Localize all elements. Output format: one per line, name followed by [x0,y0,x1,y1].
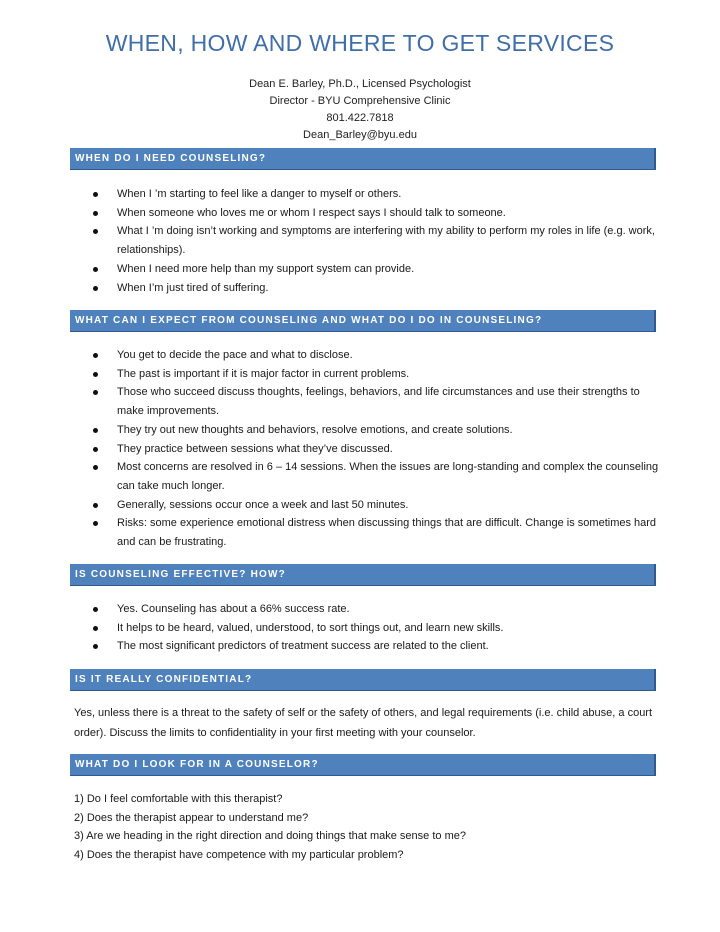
list-item: Most concerns are resolved in 6 – 14 sessions. When the issues are long-standing and complex the counseling can take much longer. [90,458,660,495]
section-heading-effective: IS COUNSELING EFFECTIVE? HOW? [70,564,656,586]
confidentiality-text: Yes, unless there is a threat to the safety of self or the safety of others, and legal requirements (i.e. child abuse, a court order). Discuss the limits to confidentiality in your first meeting with your counselor. [74,707,653,739]
list-item: The most significant predictors of treatment success are related to the client. [90,637,660,656]
section-list-effective [90,600,660,656]
contact-role: Director - BYU Comprehensive Clinic [269,95,451,107]
section-heading-expect: WHAT CAN I EXPECT FROM COUNSELING AND WHAT DO I DO IN COUNSELING? [70,310,656,332]
section-list-expect [90,346,660,552]
list-item: What I ’m doing isn’t working and symptoms are interfering with my ability to perform my roles in life (e.g. work, relationships). [90,222,660,259]
list-item: When I’m just tired of suffering. [90,279,660,298]
question-item: 1) Do I feel comfortable with this therapist? [74,793,283,805]
list-item: Risks: some experience emotional distress when discussing things that are difficult. Change is sometimes hard and can be frustrating. [90,514,660,551]
list-item: It helps to be heard, valued, understood, to sort things out, and learn new skills. [90,619,660,638]
contact-email: Dean_Barley@byu.edu [303,129,417,141]
contact-block [0,76,720,144]
list-item: Those who succeed discuss thoughts, feelings, behaviors, and life circumstances and use their strengths to make improvements. [90,383,660,420]
contact-name: Dean E. Barley, Ph.D., Licensed Psychologist [249,78,471,90]
list-item: They practice between sessions what they’ve discussed. [90,440,660,459]
section-list-counselor [74,790,654,865]
page-title: WHEN, HOW AND WHERE TO GET SERVICES [105,30,615,56]
question-item: 2) Does the therapist appear to understand me? [74,811,309,824]
list-item: You get to decide the pace and what to disclose. [90,346,660,365]
list-item: The past is important if it is major factor in current problems. [90,365,660,384]
section-heading-counselor: WHAT DO I LOOK FOR IN A COUNSELOR? [70,754,656,776]
section-list-when [90,185,660,297]
list-item: When someone who loves me or whom I respect says I should talk to someone. [90,204,660,223]
list-item: Yes. Counseling has about a 66% success rate. [90,600,660,619]
section-heading-when: WHEN DO I NEED COUNSELING? [70,148,656,170]
list-item: Generally, sessions occur once a week and last 50 minutes. [90,496,660,515]
list-item: When I need more help than my support system can provide. [90,260,660,279]
contact-phone: 801.422.7818 [326,112,394,124]
list-item: They try out new thoughts and behaviors, resolve emotions, and create solutions. [90,421,660,440]
list-item: When I ’m starting to feel like a danger to myself or others. [90,185,660,204]
section-heading-confidential: IS IT REALLY CONFIDENTIAL? [70,669,656,691]
question-item: 3) Are we heading in the right direction and doing things that make sense to me? [74,830,466,843]
question-item: 4) Does the therapist have competence with my particular problem? [74,849,404,862]
